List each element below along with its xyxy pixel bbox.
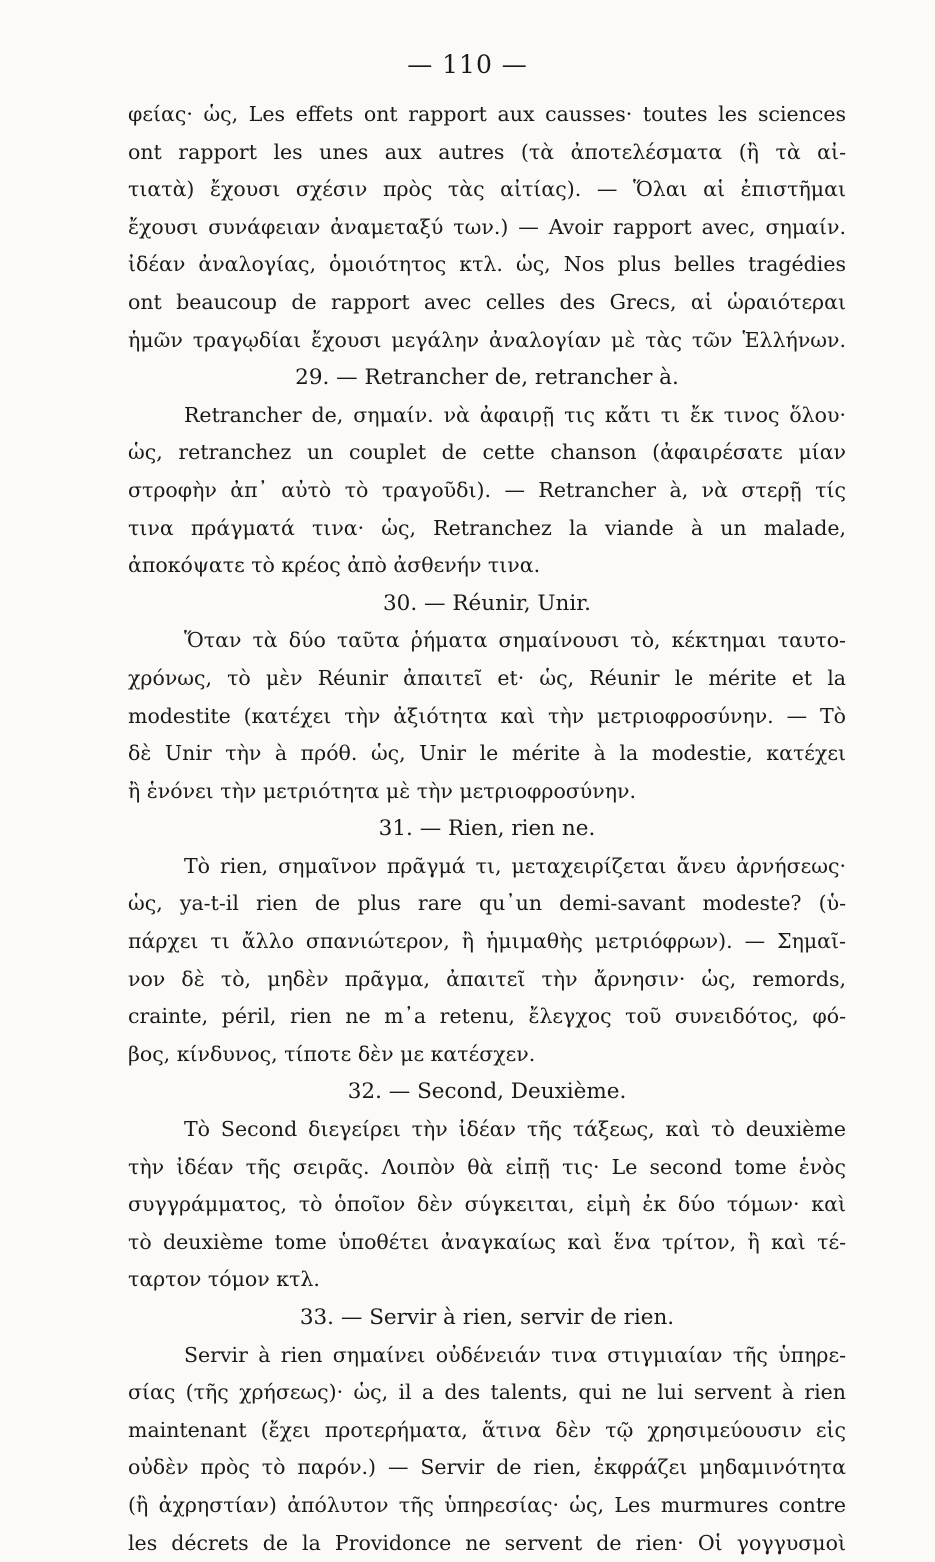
text-line: ὡς, ya-t-il rien de plus rare qu᾽un demi-savant modeste? (ὑ- bbox=[128, 891, 846, 916]
text-line: Τὸ Second διεγείρει τὴν ἰδέαν τῆς τάξεως, καὶ τὸ deuxième bbox=[184, 1117, 846, 1142]
text-line: τὸ deuxième tome ὑποθέτει ἀναγκαίως καὶ ἕνα τρίτον, ἢ καὶ τέ- bbox=[128, 1229, 846, 1254]
text-line: τὴν ἰδέαν τῆς σειρᾶς. Λοιπὸν θὰ εἰπῇ τις· Le second tome ἑνὸς bbox=[128, 1154, 846, 1179]
text-line: Servir à rien σημαίνει οὐδένειάν τινα στιγμιαίαν τῆς ὑπηρε- bbox=[184, 1342, 846, 1367]
text-line: οὐδὲν πρὸς τὸ παρόν.) — Servir de rien, ἐκφράζει μηδαμινότητα bbox=[128, 1455, 846, 1480]
text-line: ἀποκόψατε τὸ κρέος ἀπὸ ἀσθενήν τινα. bbox=[128, 553, 541, 578]
text-line: δὲ Unir τὴν à πρόθ. ὡς, Unir le mérite à la modestie, κατέχει bbox=[128, 741, 846, 766]
text-block bbox=[128, 96, 846, 1562]
section-heading-30: 30. — Réunir, Unir. bbox=[382, 590, 592, 616]
section-heading-29: 29. — Retrancher de, retrancher à. bbox=[295, 365, 679, 391]
text-line: στροφὴν ἀπ᾽ αὐτὸ τὸ τραγοῦδι). — Retrancher à, νὰ στερῇ τίς bbox=[128, 477, 846, 502]
text-line: τινα πράγματά τινα· ὡς, Retranchez la viande à un malade, bbox=[128, 515, 846, 540]
text-line: les décrets de la Providonce ne servent de rien· Οἱ γογγυσμοὶ bbox=[128, 1530, 846, 1555]
text-line: φείας· ὡς, Les effets ont rapport aux causses· toutes les sciences bbox=[128, 102, 846, 126]
text-line: βος, κίνδυνος, τίποτε δὲν με κατέσχεν. bbox=[128, 1041, 536, 1066]
text-line: maintenant (ἔχει προτερήματα, ἅτινα δὲν τῷ χρησιμεύουσιν εἰς bbox=[128, 1417, 846, 1442]
text-line: χρόνως, τὸ μὲν Réunir ἀπαιτεῖ et· ὡς, Réunir le mérite et la bbox=[128, 665, 846, 690]
text-line: Ὅταν τὰ δύο ταῦτα ῥήματα σημαίνουσι τὸ, κέκτημαι ταυτο- bbox=[184, 628, 846, 653]
section-heading-33: 33. — Servir à rien, servir de rien. bbox=[299, 1305, 675, 1330]
text-line: Retrancher de, σημαίν. νὰ ἀφαιρῇ τις κἄτι τι ἔκ τινος ὅλου· bbox=[184, 402, 846, 427]
text-line: ἢ ἑνόνει τὴν μετριότητα μὲ τὴν μετριοφροσύνην. bbox=[128, 778, 636, 803]
text-line: modestite (κατέχει τὴν ἀξιότητα καὶ τὴν μετριοφροσύνην. — Τὸ bbox=[128, 703, 846, 728]
text-line: ἔχουσι συνάφειαν ἀναμεταξύ των.) — Avoir rapport avec, σημαίν. bbox=[128, 214, 846, 239]
text-line: νον δὲ τὸ, μηδὲν πρᾶγμα, ἀπαιτεῖ τὴν ἄρνησιν· ὡς, remords, bbox=[128, 966, 846, 991]
text-line: (ἢ ἀχρηστίαν) ἀπόλυτον τῆς ὑπηρεσίας· ὡς, Les murmures contre bbox=[128, 1492, 846, 1517]
text-line: σίας (τῆς χρήσεως)· ὡς, il a des talents, qui ne lui servent à rien bbox=[128, 1380, 846, 1405]
page-number: — 110 — bbox=[407, 50, 528, 79]
text-line: συγγράμματος, τὸ ὁποῖον δὲν σύγκειται, εἰμὴ ἐκ δύο τόμων· καὶ bbox=[128, 1192, 846, 1217]
text-line: ἰδέαν ἀναλογίας, ὁμοιότητος κτλ. ὡς, Nos plus belles tragédies bbox=[128, 252, 846, 277]
text-line: πάρχει τι ἄλλο σπανιώτερον, ἢ ἡμιμαθὴς μετριόφρων). — Σημαῖ- bbox=[128, 929, 846, 954]
text-line: ταρτον τόμον κτλ. bbox=[128, 1267, 320, 1292]
section-heading-31: 31. — Rien, rien ne. bbox=[378, 816, 596, 842]
text-line: τιατὰ) ἔχουσι σχέσιν πρὸς τὰς αἰτίας). — Ὅλαι αἱ ἐπιστῆμαι bbox=[128, 177, 846, 202]
section-heading-32: 32. — Second, Deuxième. bbox=[347, 1079, 627, 1105]
text-line: Τὸ rien, σημαῖνον πρᾶγμά τι, μεταχειρίζεται ἄνευ ἀρνήσεως· bbox=[184, 853, 846, 878]
text-line: ont beaucoup de rapport avec celles des Grecs, αἱ ὡραιότεραι bbox=[128, 289, 846, 314]
text-line: ἡμῶν τραγῳδίαι ἔχουσι μεγάλην ἀναλογίαν μὲ τὰς τῶν Ἑλλήνων. bbox=[128, 327, 846, 352]
text-line: crainte, péril, rien ne m᾽a retenu, ἔλεγχος τοῦ συνειδότος, φό- bbox=[128, 1004, 846, 1029]
text-line: ὡς, retranchez un couplet de cette chanson (ἀφαιρέσατε μίαν bbox=[128, 440, 846, 465]
text-line: ont rapport les unes aux autres (τὰ ἀποτελέσματα (ἢ τὰ αἰ- bbox=[128, 139, 846, 164]
